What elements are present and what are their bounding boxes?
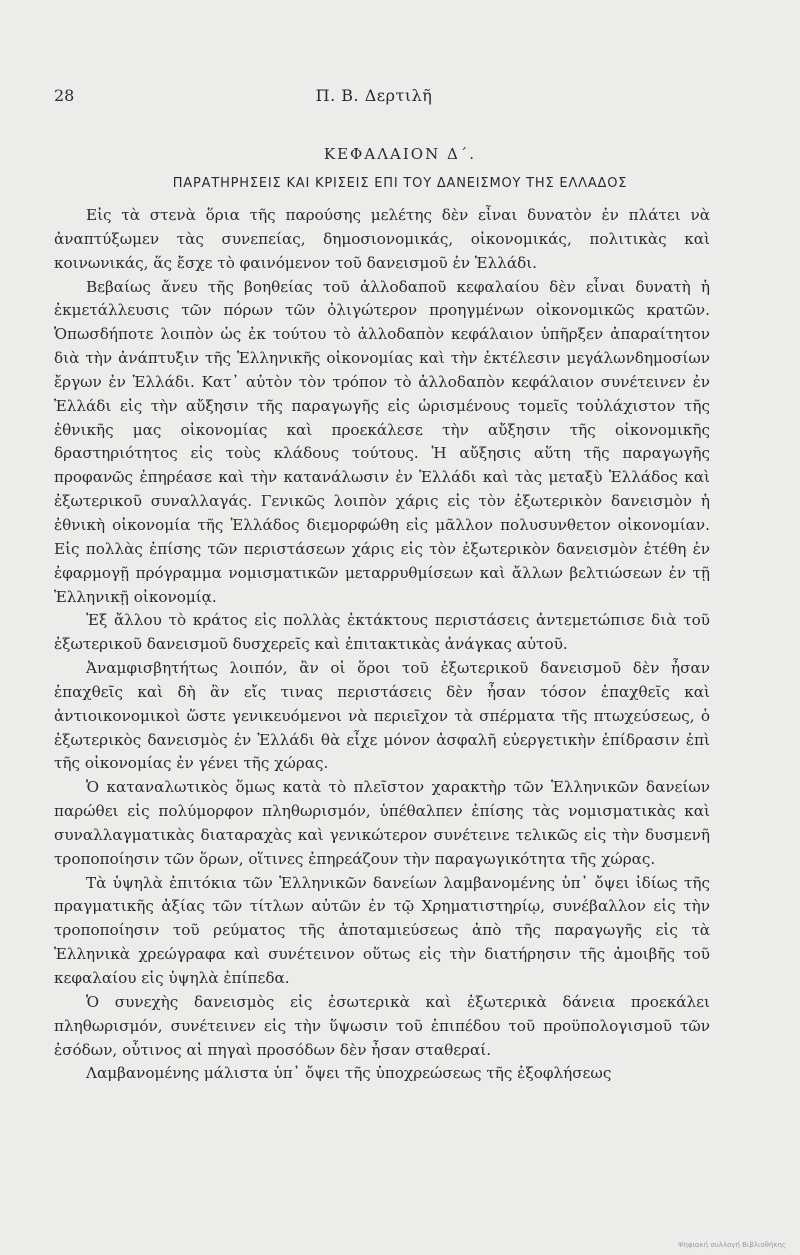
paragraph: Ἐξ ἄλλου τὸ κράτος εἰς πολλὰς ἐκτάκτους περιστάσεις ἀντεμετώπισε διὰ τοῦ ἐξωτερικοῦ δανεισμοῦ δυσχερεῖς καὶ ἐπιτακτικὰς ἀνάγκας αὐτοῦ. xyxy=(54,611,710,654)
paragraph: Τὰ ὑψηλὰ ἐπιτόκια τῶν Ἑλληνικῶν δανείων λαμβανομένης ὑπ᾽ ὄψει ἰδίως τῆς πραγματικῆς ἀξίας τῶν τίτλων αὐτῶν ἐν τῷ Χρηματιστηρίῳ, συνέβαλλον εἰς τὴν τροποποίησιν τοῦ ρεύματος τῆς ἀποταμιεύσεως ἀπὸ τῆς παραγωγῆς εἰς τὰ Ἑλληνικὰ χρεώγραφα καὶ συνέτεινον οὕτως εἰς τὴν διατήρησιν τῆς ἀμοιβῆς τοῦ κεφαλαίου εἰς ὑψηλὰ ἐπίπεδα. xyxy=(54,873,710,987)
paragraph: Βεβαίως ἄνευ τῆς βοηθείας τοῦ ἀλλοδαποῦ κεφαλαίου δὲν εἶναι δυνατὴ ἡ ἐκμετάλλευσις τῶν πόρων τῶν ὀλιγώτερον προηγμένων οἰκονομικῶς κρατῶν. Ὁπωσδήποτε λοιπὸν ὡς ἐκ τούτου τὸ ἀλλοδαπὸν κεφάλαιον ὑπῆρξεν ἀπαραίτητον διὰ τὴν ἀνάπτυξιν τῆς Ἑλληνικῆς οἰκονομίας καὶ τὴν ἐκτέλεσιν μεγάλωνδημοσίων ἔργων ἐν Ἑλλάδι. Κατ᾽ αὐτὸν τὸν τρόπον τὸ ἀλλοδαπὸν κεφάλαιον συνέτεινεν ἐν Ἑλλάδι εἰς τὴν αὔξησιν τῆς παραγωγῆς εἰς ὡρισμένους τομεῖς τοὐλάχιστον τῆς ἐθνικῆς μας οἰκονομίας καὶ προεκάλεσε τὴν αὔξησιν τῆς οἰκονομικῆς δραστηριότητος εἰς τοὺς κλάδους τούτους. Ἡ αὔξησις αὕτη τῆς παραγωγῆς προφανῶς ἐπηρέασε καὶ τὴν κατανάλωσιν ἐν Ἑλλάδι καὶ τὰς μεταξὺ Ἑλλάδος καὶ ἐξωτερικοῦ συναλλαγάς. Γενικῶς λοιπὸν χάρις εἰς τὸν ἐξωτερικὸν δανεισμὸν ἡ ἐθνικὴ οἰκονομία τῆς Ἑλλάδος διεμορφώθη εἰς μᾶλλον πολυσυνθετον οἰκονομίαν. Εἰς πολλὰς ἐπίσης τῶν περιστάσεων χάρις εἰς τὸν ἐξωτερικὸν δανεισμὸν ἐτέθη ἐν ἐφαρμογῇ πρόγραμμα νομισματικῶν μεταρρυθμίσεων καὶ ἄλλων βελτιώσεων ἐν τῇ Ἑλληνικῇ οἰκονομίᾳ. xyxy=(54,277,710,606)
page-number: 28 xyxy=(54,86,75,105)
chapter-title: ΚΕΦΑΛΑΙΟΝ Δ΄. xyxy=(323,145,477,163)
body-text xyxy=(54,204,710,1086)
paragraph: Ὁ συνεχὴς δανεισμὸς εἰς ἐσωτερικὰ καὶ ἐξωτερικὰ δάνεια προεκάλει πληθωρισμόν, συνέτεινεν εἰς τὴν ὕψωσιν τοῦ ἐπιπέδου τοῦ προϋπολογισμοῦ τῶν ἐσόδων, οὗτινος αἱ πηγαὶ προσόδων δὲν ἦσαν σταθεραί. xyxy=(54,992,710,1059)
paragraph: Λαμβανομένης μάλιστα ὑπ᾽ ὄψει τῆς ὑποχρεώσεως τῆς ἐξοφλήσεως xyxy=(86,1064,612,1083)
paragraph: Εἰς τὰ στενὰ ὅρια τῆς παρούσης μελέτης δὲν εἶναι δυνατὸν ἐν πλάτει νὰ ἀναπτύξωμεν τὰς συνεπείας, δημοσιονομικάς, οἰκονομικάς, πολιτικὰς καὶ κοινωνικάς, ἅς ἔσχε τὸ φαινόμενον τοῦ δανεισμοῦ ἐν Ἑλλάδι. xyxy=(54,206,710,272)
paragraph: Ἀναμφισβητήτως λοιπόν, ἂν οἱ ὅροι τοῦ ἐξωτερικοῦ δανεισμοῦ δὲν ἦσαν ἐπαχθεῖς καὶ δὴ ἂν εἴς τινας περιστάσεις δὲν ἦσαν τόσον ἐπαχθεῖς καὶ ἀντιοικονομικοὶ ὥστε γενικευόμενοι νὰ περιεῖχον τὰ σπέρματα τῆς πτωχεύσεως, ὁ ἐξωτερικὸς δανεισμὸς ἐν Ἑλλάδι θὰ εἶχε μόνον ἀσφαλῆ εὐεργετικὴν ἐπίδρασιν ἐπὶ τῆς οἰκονομίας ἐν γένει τῆς χώρας. xyxy=(54,659,710,773)
library-watermark: Ψηφιακή συλλογή Βιβλιοθήκης xyxy=(677,1241,786,1249)
paragraph: Ὁ καταναλωτικὸς ὅμως κατὰ τὸ πλεῖστον χαρακτὴρ τῶν Ἑλληνικῶν δανείων παρώθει εἰς πολύμορφον πληθωρισμόν, ὑπέθαλπεν ἐπίσης τὰς νομισματικὰς καὶ συναλλαγματικὰς διαταραχὰς καὶ γενικώτερον συνέτεινε τελικῶς εἰς τὴν δυσμενῆ τροποποίησιν τῶν ὅρων, οἵτινες ἐπηρεάζουν τὴν παραγωγικότητα τῆς χώρας. xyxy=(54,778,710,868)
running-head: Π. Β. Δερτιλῆ xyxy=(315,86,433,105)
chapter-subtitle: ΠΑΡΑΤΗΡΗΣΕΙΣ ΚΑΙ ΚΡΙΣΕΙΣ ΕΠΙ ΤΟΥ ΔΑΝΕΙΣΜΟΥ ΤΗΣ ΕΛΛΑΔΟΣ xyxy=(172,176,628,191)
page-header xyxy=(54,86,694,106)
